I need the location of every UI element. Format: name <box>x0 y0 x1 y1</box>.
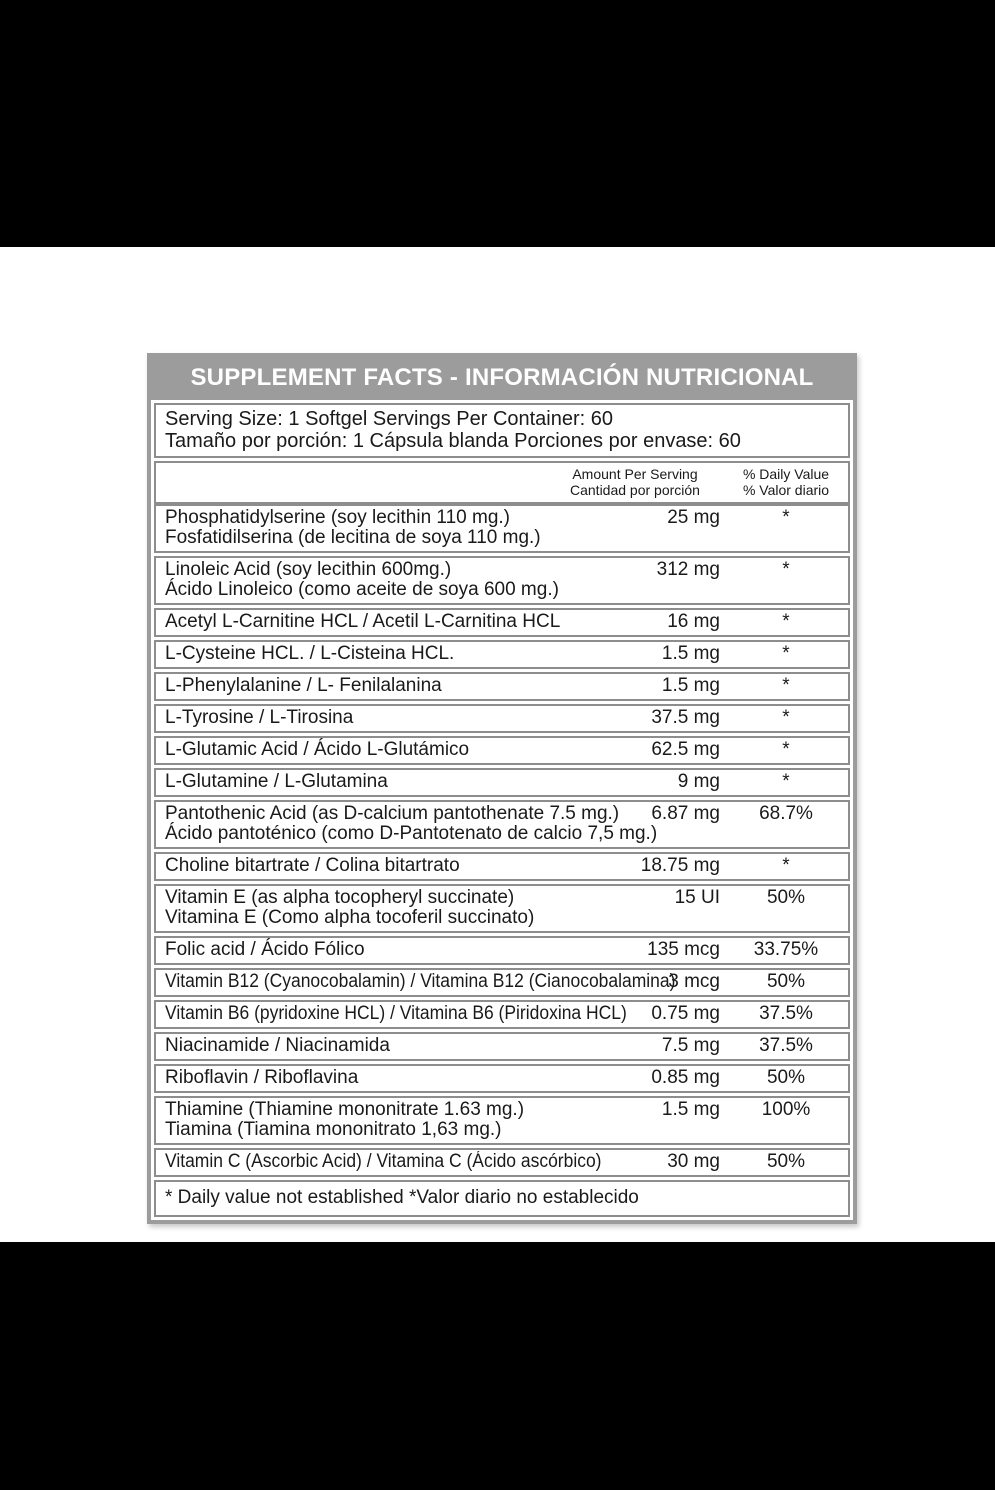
ingredient-name <box>165 1151 602 1172</box>
ingredient-name-en: Acetyl L-Carnitine HCL / Acetil L-Carnitina HCL <box>165 611 561 632</box>
amount-value: 0.75 mg <box>651 1003 720 1024</box>
column-header-spacer <box>162 466 540 498</box>
supplement-facts-panel <box>147 353 857 1224</box>
ingredient-name-en: Folic acid / Ácido Fólico <box>165 939 365 960</box>
table-row <box>154 936 850 965</box>
amount-value: 312 mg <box>656 559 720 580</box>
daily-value: 100% <box>761 1099 811 1120</box>
bottom-black-band <box>0 1242 995 1490</box>
ingredient-name-es: Ácido pantoténico (como D-Pantotenato de calcio 7,5 mg.) <box>165 823 658 844</box>
ingredient-name <box>165 644 540 664</box>
table-row <box>154 608 850 637</box>
daily-value: 50% <box>766 1067 806 1088</box>
daily-value: 68.7% <box>759 803 813 824</box>
ingredient-name-es: Vitamina E (Como alpha tocoferil succinato) <box>165 907 535 928</box>
ingredient-name-en: Choline bitartrate / Colina bitartrato <box>165 855 460 876</box>
ingredient-name <box>165 559 559 600</box>
ingredient-name <box>165 708 540 728</box>
daily-value: * <box>782 855 790 876</box>
panel-title: SUPPLEMENT FACTS - INFORMACIÓN NUTRICIONAL <box>151 357 853 400</box>
amount-value: 25 mg <box>667 507 720 528</box>
ingredient-name <box>165 1100 540 1140</box>
daily-value: 50% <box>766 1151 806 1172</box>
ingredient-name <box>165 508 540 548</box>
ingredient-name-en: Vitamin C (Ascorbic Acid) / Vitamina C (Ácido ascórbico) <box>165 1151 602 1172</box>
amount-header-en: Amount Per Serving <box>572 466 698 482</box>
table-row <box>154 1064 850 1093</box>
amount-value: 7.5 mg <box>661 1035 720 1056</box>
panel-body <box>151 400 853 1220</box>
amount-value: 1.5 mg <box>661 1099 720 1120</box>
ingredient-name <box>165 1068 540 1088</box>
ingredient-name-en: L-Tyrosine / L-Tirosina <box>165 707 354 728</box>
amount-value: 16 mg <box>667 611 720 632</box>
table-row <box>154 556 850 605</box>
ingredient-name <box>165 1003 627 1024</box>
daily-value: * <box>782 611 790 632</box>
ingredient-name <box>165 803 658 844</box>
ingredient-name-es: Ácido Linoleico (como aceite de soya 600 mg.) <box>165 579 559 600</box>
amount-value: 1.5 mg <box>661 675 720 696</box>
table-row <box>154 1032 850 1061</box>
ingredient-name-en: Vitamin B6 (pyridoxine HCL) / Vitamina B6 (Piridoxina HCL) <box>165 1003 627 1024</box>
table-row <box>154 1148 850 1177</box>
daily-value: * <box>782 707 790 728</box>
daily-value: 37.5% <box>759 1035 813 1056</box>
ingredient-name <box>165 676 540 696</box>
amount-header-es: Cantidad por porción <box>570 482 700 498</box>
ingredient-name-en: Linoleic Acid (soy lecithin 600mg.) <box>165 559 452 580</box>
table-row <box>154 800 850 849</box>
amount-value: 135 mcg <box>647 939 720 960</box>
daily-value: * <box>782 771 790 792</box>
amount-value: 1.5 mg <box>661 643 720 664</box>
amount-value: 6.87 mg <box>651 803 720 824</box>
dv-header-en: % Daily Value <box>742 466 830 482</box>
ingredient-name-en: Niacinamide / Niacinamida <box>165 1035 390 1056</box>
ingredient-rows <box>154 504 850 1177</box>
column-header-box <box>154 461 850 504</box>
amount-column-header <box>540 466 730 498</box>
daily-value: 50% <box>766 887 806 908</box>
ingredient-name-en: Vitamin E (as alpha tocopheryl succinate) <box>165 887 515 908</box>
daily-value: * <box>782 643 790 664</box>
amount-value: 0.85 mg <box>651 1067 720 1088</box>
ingredient-name-en: Phosphatidylserine (soy lecithin 110 mg.) <box>165 507 510 528</box>
footnote-box: * Daily value not established *Valor diario no establecido <box>154 1180 850 1217</box>
ingredient-name-es: Tiamina (Tiamina mononitrato 1,63 mg.) <box>165 1119 502 1140</box>
amount-value: 62.5 mg <box>651 739 720 760</box>
daily-value: * <box>782 739 790 760</box>
amount-value: 37.5 mg <box>651 707 720 728</box>
ingredient-name-en: Vitamin B12 (Cyanocobalamin) / Vitamina B12 (Cianocobalamina) <box>165 971 676 992</box>
table-row <box>154 968 850 997</box>
serving-size-line-en: Serving Size: 1 Softgel Servings Per Container: 60 <box>165 408 614 430</box>
ingredient-name <box>165 888 540 928</box>
ingredient-name <box>165 772 540 792</box>
table-row <box>154 768 850 797</box>
dv-header-es: % Valor diario <box>742 482 830 498</box>
daily-value-column-header <box>730 466 842 498</box>
table-row <box>154 736 850 765</box>
ingredient-name <box>165 611 561 632</box>
table-row <box>154 1000 850 1029</box>
ingredient-name-en: L-Glutamine / L-Glutamina <box>165 771 388 792</box>
table-row <box>154 852 850 881</box>
table-row <box>154 704 850 733</box>
table-row <box>154 884 850 933</box>
ingredient-name-en: Riboflavin / Riboflavina <box>165 1067 359 1088</box>
top-black-band <box>0 0 995 247</box>
amount-value: 9 mg <box>677 771 720 792</box>
ingredient-name-en: Pantothenic Acid (as D-calcium pantothenate 7.5 mg.) <box>165 803 620 824</box>
table-row <box>154 504 850 553</box>
ingredient-name <box>165 1036 540 1056</box>
table-row <box>154 640 850 669</box>
ingredient-name <box>165 856 540 876</box>
table-row <box>154 1096 850 1145</box>
daily-value: * <box>782 507 790 528</box>
ingredient-name <box>165 971 676 992</box>
daily-value: * <box>782 559 790 580</box>
table-row <box>154 672 850 701</box>
serving-info-box <box>154 403 850 458</box>
ingredient-name-es: Fosfatidilserina (de lecitina de soya 110 mg.) <box>165 527 541 548</box>
daily-value: 37.5% <box>759 1003 813 1024</box>
ingredient-name-en: Thiamine (Thiamine mononitrate 1.63 mg.) <box>165 1099 525 1120</box>
ingredient-name-en: L-Cysteine HCL. / L-Cisteina HCL. <box>165 643 455 664</box>
amount-value: 15 UI <box>674 887 720 908</box>
ingredient-name <box>165 740 540 760</box>
daily-value: 33.75% <box>753 939 819 960</box>
ingredient-name-en: L-Glutamic Acid / Ácido L-Glutámico <box>165 739 470 760</box>
serving-size-line-es: Tamaño por porción: 1 Cápsula blanda Porciones por envase: 60 <box>165 430 741 452</box>
amount-value: 30 mg <box>667 1151 720 1172</box>
ingredient-name <box>165 940 540 960</box>
amount-value: 18.75 mg <box>640 855 720 876</box>
amount-value: 3 mcg <box>668 971 720 992</box>
ingredient-name-en: L-Phenylalanine / L- Fenilalanina <box>165 675 442 696</box>
daily-value: * <box>782 675 790 696</box>
daily-value: 50% <box>766 971 806 992</box>
